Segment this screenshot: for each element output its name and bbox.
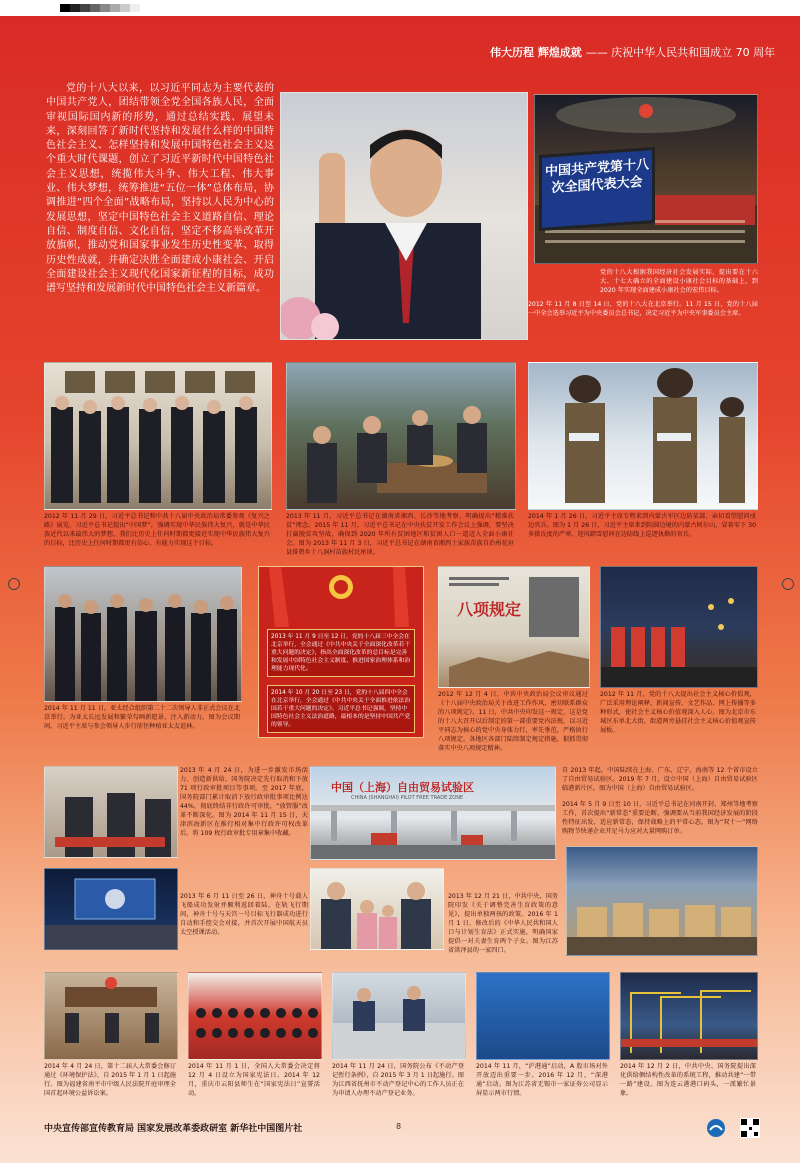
title-subtitle: —— 庆祝中华人民共和国成立 70 周年 [585,46,776,59]
caption-eighteenth-congress: 2012 年 11 月 8 日至 14 日，党的十八大在北京举行。11 月 15 日，党的十八届一中全会选举习近平为中央委员会总书记，决定习近平为中央军事委员会主席。 [528,301,758,317]
qr-code-icon [740,1118,760,1138]
title-main: 伟大历程 辉煌成就 [490,46,582,59]
caption-new-normal: 2014 年 5 月 9 日至 10 日，习近平总书记在河南开封、郑州等地考察工作，首次提出“新常态”重要论断。强调要从当前我国经济发展的阶段性特征出发，适应新常态，保持战略上的平常心态。图为“双十一”网络购物节快递企业开足马力应对大量网购订单。 [562,801,758,835]
caption-two-child-policy: 2013 年 12 月 21 日，中共中央、国务院印发《关于调整完善生育政策的意见》，提出单独两孩的政策。2016 年 1 月 1 日，修改后的《中华人民共和国人口与计划生育法》正式实施，明确国家提倡一对夫妻生育两个子女。图为江苏省洪泽县的一家四口。 [448,893,558,954]
party-emblem-icon [259,567,423,627]
property-registration-office-photo [332,972,466,1060]
express-warehouse-photo [566,846,758,956]
publisher-footer: 中央宣传部宣传教育局 国家发展改革委政研室 新华社中国图片社 [44,1124,303,1134]
caption-apec-meeting: 2014 年 11 月 11 日，亚太经合组织第二十二次领导人非正式会议在北京举行。为亚太长远发展和繁荣勾画新愿景，注入新动力。图为会议期间，习近平主席与参会领导人步行前往种植亚太友谊林。 [44,705,241,730]
caption-targeted-poverty: 2013 年 11 月，习近平总书记在湖南省湘西、长沙等地考察，明确提出“精准扶贫”理念。2015 年 11 月，习近平总书记在中央扶贫开发工作会议上强调，要坚决打赢脱贫攻坚战，确保到 2020 年所有贫困地区和贫困人口一道迈入全面小康社会。图为 2013 年 11 月 3 日，习近平总书记在湖南省湘西土家族苗族自治州花垣县排碧乡十八洞村苗族村民座谈。 [286,513,514,556]
eight-rules-newspaper-photo [438,566,590,688]
constitution-day-students-photo [188,972,322,1060]
caption-belt-and-road: 2014 年 12 月 2 日，中共中央、国务院提出深化供给侧结构性改革的系统工程，推动共建“一带一路”建设。图为连云港港口码头，一派繁忙景象。 [620,1063,756,1097]
caption-shenzhou-ten: 2013 年 6 月 11 日至 26 日，神舟十号载人飞船成功发射并顺利返回着陆，在轨飞行期间，神舟十号与天宫一号目标飞行器成功进行自动和手控交会对接，并首次开展中国航天员太空授课活动。 [180,893,308,936]
caption-congress-hall: 党的十八大根据我国经济社会发展实际，提出要在十六大、十七大确立的全面建设小康社会目标的基础上，到 2020 年实现全面建成小康社会的宏伟目标。 [600,269,758,294]
crop-mark-icon [8,578,20,590]
caption-property-registration: 2014 年 11 月 24 日，国务院公布《不动产登记暂行条例》，自 2015 年 3 月 1 日起施行。图为江西省抚州市不动产登记中心的工作人员正在为申请人办理不动产登记业务。 [332,1063,464,1097]
third-plenary-box: 2013 年 11 月 9 日至 12 日，党的十八届三中全会在北京举行，全会通过《中共中央关于全面深化改革若干重大问题的决定》，指出全面深化改革的总目标是完善和发展中国特色社会主义制度、推进国家治理体系和治理能力现代化。 [267,629,415,677]
caption-border-inspection: 2014 年 1 月 26 日，习近平主席专程来到内蒙古军区边防某部，亲切看望慰问戍边官兵。图为 1 月 26 日，习近平主席来到阻圆边境的内蒙古阿尔山，冒着零下 30 多摄氏度的严寒，迎风踏雪慰问在边防线上巡逻执勤的官兵。 [528,513,756,538]
page-title [490,44,775,60]
crop-mark-icon [782,578,794,590]
leader-waving-photo [280,92,528,340]
print-registration-bar [0,0,800,16]
page-number: 8 [396,1122,402,1131]
caption-admin-reform: 2013 年 4 月 24 日，为进一步激发市场活力、创造新供给，国务院决定先行取消和下放 71 项行政审批项目等事项。至 2017 年底，国务院部门累计取消下放行政审批事项比例达 44%，彻底终结非行政许可审批，“放管服”改革不断深化。图为 2014 年 11 月 15 日，天津滨海新区在推行相对集中行政许可权改革后，将 109 枚行政审批专用章集中收藏。 [180,767,308,837]
shenzhou-ten-photo [44,868,178,950]
congress-hall-photo [534,94,758,264]
shanghai-ftz-gate-photo [310,766,556,860]
caption-core-values: 2012 年 11 月，党的十八大提出社会主义核心价值观，广泛采用理论阐释、新闻宣传、文艺作品、网上传播等多种形式，使社会主义核心价值观深入人心。图为北京市东城区东单北大街，街道两旁悬挂社会主义核心价值观宣传展板。 [600,691,756,734]
newspaper-headline: 八项规定 [457,600,522,619]
plenary-session-poster [258,566,424,738]
caption-environmental-law: 2014 年 4 月 24 日，第十二届人大常委会修订通过《环境保护法》，自 2015 年 1 月 1 日起施行。图为福建省南平市中级人民法院开庭审理全国首起环境公益诉讼案。 [44,1063,176,1097]
family-of-four-photo [310,868,444,950]
caption-eight-rules: 2012 年 12 月 4 日，中共中央政治局会议审议通过《十八届中央政治局关于改进工作作风、密切联系群众的八项规定》。11 日，中共中央印发这一规定，这是党的十八大召开以后制定的第一部重要党内法规，以习近平同志为核心的党中央身体力行，率先垂范，严格执行八项规定，各地区各部门陆续制定规定措施，狠抓贯彻落实中央八项规定精神。 [438,691,588,752]
xinhua-logo-icon [706,1118,734,1138]
ftz-sign-text: 中国（上海）自由贸易试验区 [331,781,474,794]
road-to-revival-exhibition-photo [44,362,272,510]
fourth-plenary-box: 2014 年 10 月 20 日至 23 日，党的十八届四中全会在北京举行，全会通过《中共中央关于全面推进依法治国若干重大问题的决定》。习近平总书记强调，坚持中国特色社会主义法治道路，最根本的是坚持中国共产党的领导。 [267,685,415,733]
footer-logos [706,1118,760,1138]
caption-free-trade-zones: 自 2013 年起，中国陆续在上海、广东、辽宁、海南等 12 个省市设立了自由贸易试验区。2019 年 7 月，设立中国（上海）自由贸易试验区临港新片区。图为中国（上海）自由贸易试验区。 [562,767,758,792]
intro-paragraph: 党的十八大以来，以习近平同志为主要代表的中国共产党人，团结带领全党全国各族人民，全面审视国际国内新的形势，通过总结实践、展望未来，深刻回答了新时代坚持和发展什么样的中国特色社会主义、怎样坚持和发展中国特色社会主义这个重大时代课题，创立了习近平新时代中国特色社会主义思想，统揽伟大斗争、伟大工程、伟大事业、伟大梦想，统筹推进“五位一体”总体布局，协调推进“四个全面”战略布局，坚持以人民为中心的发展思想，坚定中国特色社会主义道路自信、理论自信、制度自信、文化自信，坚定不移高举改革开放旗帜，推动党和国家事业发生历史性变革、取得历史性成就，并确定决胜全面建成小康社会、开启全面建设社会主义现代化国家新征程的目标，成功谱写坚持和发展新时代中国特色社会主义新篇章。 [46,83,274,295]
port-cranes-photo [620,972,758,1060]
ftz-sign-english: CHINA (SHANGHAI) PILOT FREE TRADE ZONE [351,795,464,801]
apec-leaders-photo [44,566,242,702]
border-patrol-snow-photo [528,362,758,510]
poverty-relief-village-photo [286,362,516,510]
environmental-court-photo [44,972,178,1060]
caption-chinese-dream: 2012 年 11 月 29 日，习近平总书记和中共十八届中央政治局常委参观《复兴之路》展览。习近平总书记提出“中国梦”，强调实现中华民族伟大复兴，就是中华民族近代以来最伟大的梦想。我们比历史上任何时期都更接近实现中华民族伟大复兴的目标，比历史上任何时期都更有信心、有能力实现这个目标。 [44,513,270,547]
caption-constitution-day: 2014 年 11 月 1 日，全国人大常委会决定将 12 月 4 日设立为国家宪法日。2014 年 12 月，重庆市云阳县师生在“国家宪法日”宣誓活动。 [188,1063,320,1097]
core-values-street-photo [600,566,758,688]
shanghai-hongkong-connect-photo [476,972,610,1060]
admin-approval-stamps-photo [44,766,178,858]
caption-hugangtong: 2014 年 11 月，“沪港通”启动，A 股市场对外开放迈出重要一步。2016 年 12 月，“深港通”启动。图为江苏省无锡市一家证券公司显示屏显示两市行情。 [476,1063,608,1097]
color-bar [60,4,140,12]
screen-display: 中国共产党第十八次全国代表大会 [539,147,655,231]
